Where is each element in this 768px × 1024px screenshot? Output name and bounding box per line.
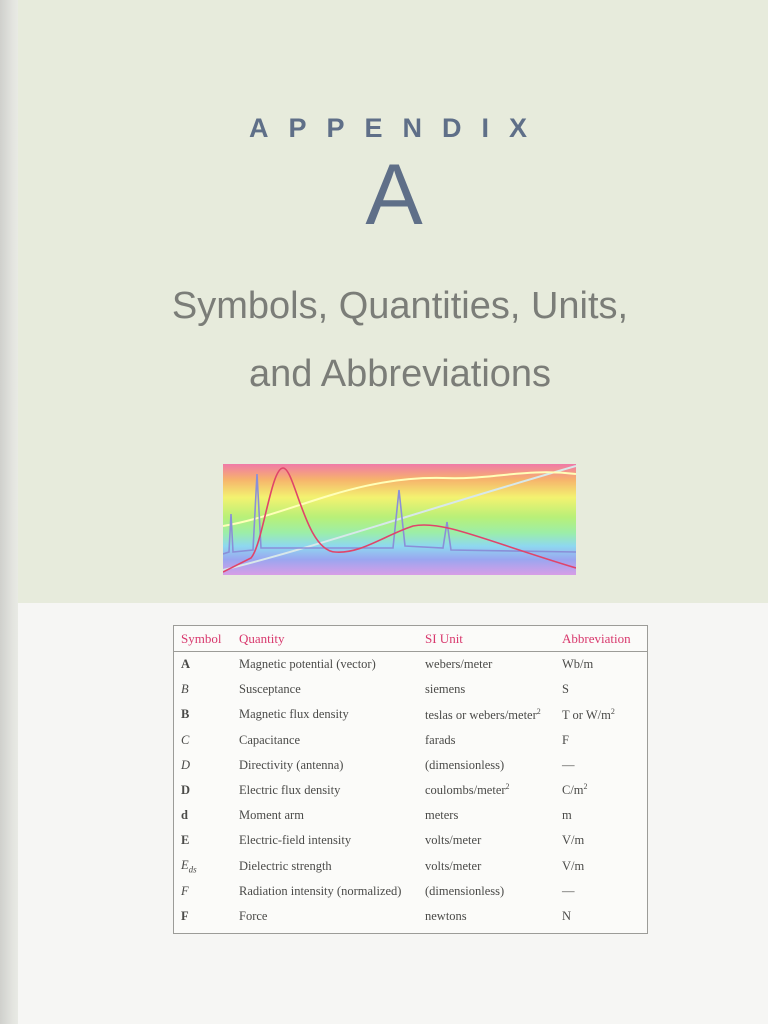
- page-title-line-1: Symbols, Quantities, Units,: [171, 285, 629, 327]
- table-row: [174, 854, 647, 879]
- cell-quantity: Magnetic potential (vector): [239, 657, 376, 672]
- symbol-text: F: [181, 883, 189, 898]
- cell-abbreviation: [562, 753, 647, 778]
- cell-quantity: Moment arm: [239, 808, 304, 823]
- abbreviation-text: m: [562, 808, 572, 823]
- header-si-unit: SI Unit: [425, 626, 562, 652]
- cell-si-unit: [425, 904, 562, 929]
- unit-text: siemens: [425, 682, 466, 697]
- header-symbol: Symbol: [174, 626, 239, 652]
- table-row: [174, 652, 647, 678]
- page-title-line-2: and Abbreviations: [248, 353, 552, 395]
- cell-symbol: [174, 904, 239, 929]
- symbol-text: C: [181, 732, 190, 747]
- cell-si-unit: [425, 753, 562, 778]
- abbreviation-text: —: [562, 883, 575, 898]
- abbreviation-text: N: [562, 908, 572, 923]
- symbol-text: B: [181, 707, 190, 722]
- symbol-text: E: [181, 857, 189, 872]
- symbol-text: F: [181, 908, 189, 923]
- cell-si-unit: [425, 652, 562, 678]
- cell-abbreviation: [562, 778, 647, 803]
- cell-quantity: Electric flux density: [239, 783, 341, 798]
- page-title: [0, 272, 768, 408]
- cell-symbol: [174, 728, 239, 753]
- header-abbreviation: Abbreviation: [562, 626, 647, 652]
- cell-quantity: Susceptance: [239, 682, 301, 697]
- abbreviation-text: V/m: [562, 833, 585, 848]
- abbreviation-text: Wb/m: [562, 657, 594, 672]
- symbol-text: D: [181, 757, 191, 772]
- cell-symbol: [174, 879, 239, 904]
- cell-si-unit: [425, 778, 562, 803]
- unit-text: farads: [425, 732, 456, 747]
- appendix-label: APPENDIX: [248, 113, 548, 143]
- table-row: [174, 904, 647, 929]
- symbol-text: B: [181, 682, 189, 697]
- abbreviation-text: C/m: [562, 783, 584, 798]
- table-row: [174, 753, 647, 778]
- table-header-row: [174, 626, 647, 652]
- unit-text: webers/meter: [425, 657, 493, 672]
- cell-abbreviation: [562, 879, 647, 904]
- unit-text: newtons: [425, 908, 467, 923]
- cell-si-unit: [425, 828, 562, 853]
- unit-text: (dimensionless): [425, 883, 505, 898]
- cell-symbol: [174, 652, 239, 678]
- unit-text: (dimensionless): [425, 757, 505, 772]
- cell-symbol: [174, 854, 239, 879]
- cell-quantity: Force: [239, 908, 268, 923]
- abbreviation-superscript: 2: [610, 706, 615, 716]
- symbol-text: A: [181, 657, 191, 672]
- cell-abbreviation: [562, 803, 647, 828]
- header-quantity: Quantity: [239, 626, 425, 652]
- unit-text: coulombs/meter: [425, 783, 506, 798]
- unit-text: teslas or webers/meter: [425, 708, 537, 723]
- abbreviation-text: S: [562, 682, 569, 697]
- cell-abbreviation: [562, 904, 647, 929]
- symbol-text: D: [181, 783, 191, 798]
- cell-si-unit: [425, 677, 562, 702]
- cell-si-unit: [425, 854, 562, 879]
- abbreviation-superscript: 2: [583, 782, 588, 792]
- cell-quantity: Electric-field intensity: [239, 833, 352, 848]
- abbreviation-text: T or W/m: [562, 708, 611, 723]
- cell-si-unit: [425, 803, 562, 828]
- table-body: [174, 652, 647, 930]
- table-row: [174, 879, 647, 904]
- symbol-text: E: [181, 833, 190, 848]
- cell-abbreviation: [562, 728, 647, 753]
- appendix-letter: A: [365, 147, 423, 243]
- cell-si-unit: [425, 702, 562, 727]
- cell-symbol: [174, 778, 239, 803]
- abbreviation-text: F: [562, 732, 569, 747]
- unit-text: meters: [425, 808, 459, 823]
- cell-quantity: Directivity (antenna): [239, 757, 344, 772]
- abbreviation-text: V/m: [562, 858, 585, 873]
- cell-si-unit: [425, 879, 562, 904]
- cell-abbreviation: [562, 702, 647, 727]
- cell-symbol: [174, 677, 239, 702]
- unit-text: volts/meter: [425, 833, 482, 848]
- abbreviation-text: —: [562, 757, 575, 772]
- cell-quantity: Radiation intensity (normalized): [239, 883, 402, 898]
- cell-symbol: [174, 753, 239, 778]
- table-row: [174, 803, 647, 828]
- cell-abbreviation: [562, 854, 647, 879]
- table-row: [174, 677, 647, 702]
- table-row: [174, 702, 647, 727]
- table-row: [174, 828, 647, 853]
- cell-abbreviation: [562, 828, 647, 853]
- cell-abbreviation: [562, 677, 647, 702]
- cell-symbol: [174, 803, 239, 828]
- symbols-table: [173, 625, 648, 934]
- table-row: [174, 778, 647, 803]
- cell-abbreviation: [562, 652, 647, 678]
- cell-symbol: [174, 828, 239, 853]
- table-row: [174, 728, 647, 753]
- unit-text: volts/meter: [425, 858, 482, 873]
- rainbow-waveform-graphic: [223, 464, 576, 575]
- unit-superscript: 2: [505, 782, 510, 792]
- unit-superscript: 2: [536, 706, 541, 716]
- cell-quantity: Capacitance: [239, 732, 301, 747]
- symbol-text: d: [181, 808, 188, 823]
- cell-si-unit: [425, 728, 562, 753]
- cell-quantity: Dielectric strength: [239, 858, 332, 873]
- cell-quantity: Magnetic flux density: [239, 707, 349, 722]
- cell-symbol: [174, 702, 239, 727]
- symbol-subscript: ds: [188, 864, 197, 875]
